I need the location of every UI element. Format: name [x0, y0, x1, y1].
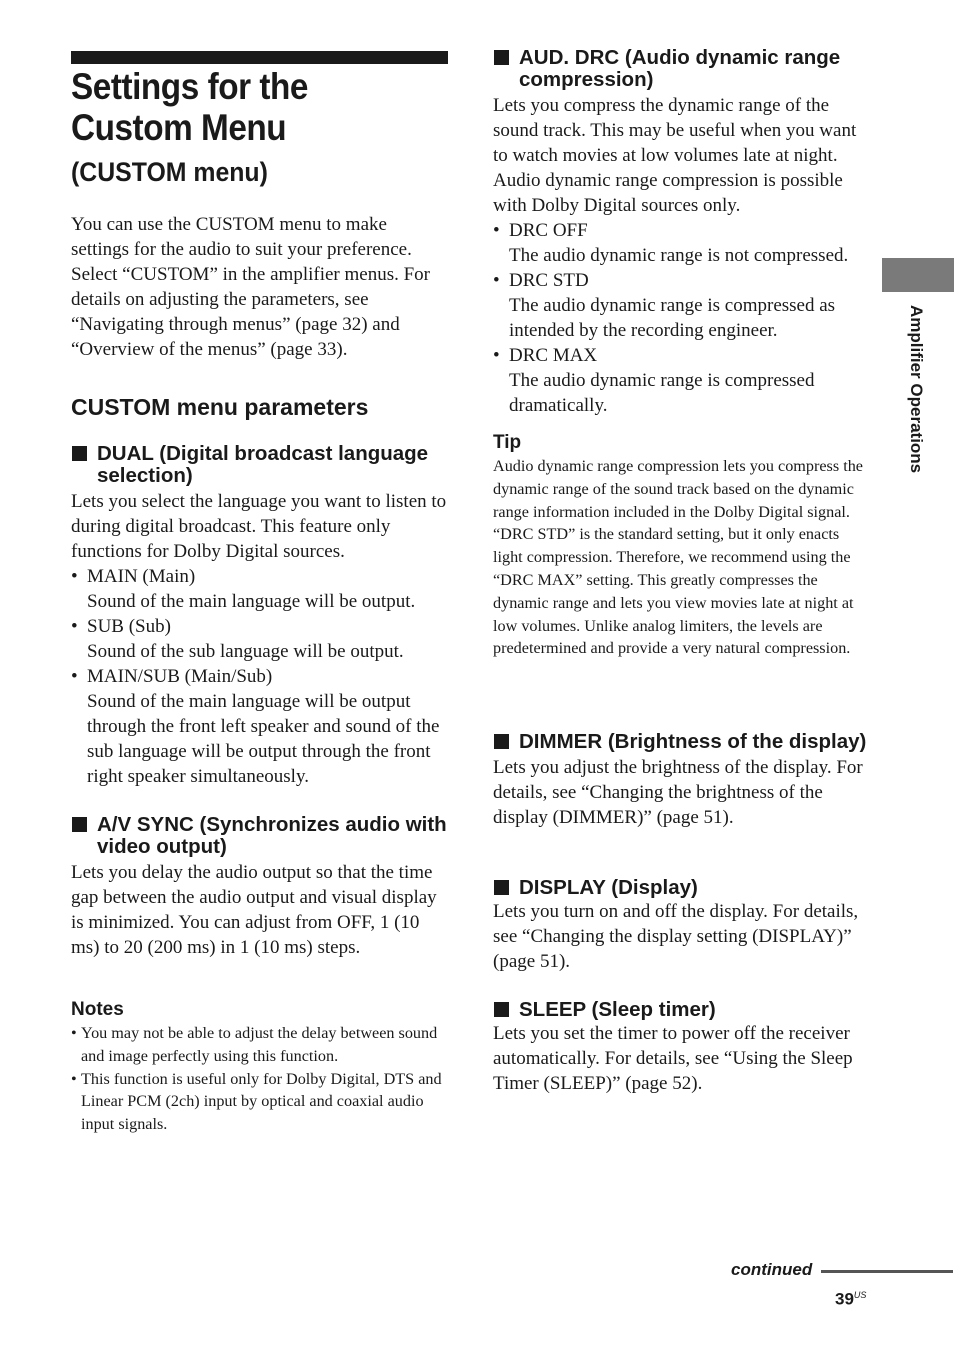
- tip-paragraph-1: Audio dynamic range compression lets you compress the dynamic range of the sound track based on the dynamic range information included in the Dolby Digital signal.: [493, 457, 863, 521]
- square-bullet-icon: [72, 446, 87, 461]
- dual-body: Lets you select the language you want to listen to during digital broadcast. This feature only functions for Dolby Digital sources.: [71, 491, 447, 562]
- dimmer-heading-text: DIMMER (Brightness of the display): [519, 730, 867, 753]
- dimmer-body: Lets you adjust the brightness of the display. For details, see “Changing the brightness of the display (DIMMER)” (page 51).: [493, 757, 863, 828]
- sleep-heading: [493, 999, 871, 1021]
- drc-heading: [493, 47, 875, 91]
- tip-section: [493, 432, 871, 660]
- tip-paragraph-2: “DRC STD” is the standard setting, but it only enacts light compression. Therefore, we recommend using the “DRC MAX” setting. This greatly compresses the dynamic range and lets you view movies late at night at low volumes. Unlike analog limiters, the levels are predetermined and provide a very natural compression.: [493, 525, 854, 658]
- bullet-icon: •: [493, 220, 500, 241]
- page-region-suffix: US: [853, 1290, 867, 1300]
- sleep-body: Lets you set the timer to power off the receiver automatically. For details, see “Using the Sleep Timer (SLEEP)” (page 52).: [493, 1023, 853, 1094]
- bullet-icon: •: [71, 566, 78, 587]
- intro-paragraph: You can use the CUSTOM menu to make settings for the audio to suit your preference. Select “CUSTOM” in the amplifier menus. For details on adjusting the parameters, see “Navigating through menus” (page 32) and “Overview of the menus” (page 33).: [71, 214, 431, 360]
- bullet-icon: •: [71, 1069, 77, 1088]
- square-bullet-icon: [494, 1002, 509, 1017]
- display-heading-text: DISPLAY (Display): [519, 876, 698, 899]
- bullet-icon: •: [493, 345, 500, 366]
- page-title: Settings for the Custom Menu: [71, 66, 309, 148]
- square-bullet-icon: [494, 880, 509, 895]
- sleep-section: [493, 999, 871, 1096]
- avsync-heading: [71, 814, 449, 858]
- list-item: • You may not be able to adjust the delay between sound and image perfectly using this function.: [71, 1024, 438, 1065]
- display-section: [493, 877, 871, 974]
- drc-section: [493, 47, 875, 418]
- bullet-icon: •: [71, 666, 78, 687]
- list-item: • MAIN (Main) Sound of the main language will be output.: [71, 566, 416, 612]
- square-bullet-icon: [494, 734, 509, 749]
- continued-rule: [821, 1270, 953, 1273]
- list-item: • MAIN/SUB (Main/Sub) Sound of the main language will be output through the front left speaker and sound of the sub language will be output through the front right speaker simultaneously.: [71, 666, 440, 787]
- square-bullet-icon: [72, 817, 87, 832]
- avsync-body: Lets you delay the audio output so that the time gap between the audio output and visual display is minimized. You can adjust from OFF, 1 (10 ms) to 20 (200 ms) in 1 (10 ms) steps.: [71, 862, 437, 958]
- chapter-tab: [882, 258, 954, 292]
- notes-heading: Notes: [71, 999, 124, 1020]
- tip-heading: Tip: [493, 432, 522, 453]
- display-body: Lets you turn on and off the display. For details, see “Changing the display setting (DISPLAY)” (page 51).: [493, 901, 859, 972]
- bullet-icon: •: [71, 1024, 77, 1042]
- square-bullet-icon: [494, 50, 509, 65]
- bullet-icon: •: [71, 616, 78, 637]
- list-item: • DRC STD The audio dynamic range is compressed as intended by the recording engineer.: [493, 270, 836, 341]
- dual-options: [71, 564, 449, 789]
- drc-heading-text: AUD. DRC (Audio dynamic range compression): [519, 46, 841, 91]
- continued-label: continued: [731, 1260, 813, 1279]
- section-heading: CUSTOM menu parameters: [71, 394, 369, 420]
- dual-heading: [71, 443, 449, 487]
- page-number: [835, 1284, 866, 1311]
- avsync-section: [71, 814, 449, 960]
- notes-list: [71, 1022, 449, 1136]
- drc-body: Lets you compress the dynamic range of the sound track. This may be useful when you want to watch movies at low volumes late at night. Audio dynamic range compression is possible with Dolby Digital sources only.: [493, 95, 857, 216]
- list-item: • This function is useful only for Dolby Digital, DTS and Linear PCM (2ch) input by optical and coaxial audio input signals.: [71, 1069, 442, 1134]
- dual-section: [71, 443, 449, 789]
- page-subtitle: (CUSTOM menu): [71, 157, 268, 187]
- dimmer-heading: [493, 731, 871, 753]
- page-number-value: 39: [835, 1289, 854, 1309]
- dual-heading-text: DUAL (Digital broadcast language selection): [97, 442, 429, 487]
- display-heading: [493, 877, 871, 899]
- title-rule: [71, 51, 448, 64]
- bullet-icon: •: [493, 270, 500, 291]
- avsync-heading-text: A/V SYNC (Synchronizes audio with video output): [97, 813, 447, 858]
- notes-section: [71, 999, 449, 1136]
- list-item: • DRC OFF The audio dynamic range is not compressed.: [493, 220, 849, 266]
- sleep-heading-text: SLEEP (Sleep timer): [519, 998, 716, 1021]
- chapter-label: Amplifier Operations: [907, 305, 926, 474]
- list-item: • SUB (Sub) Sound of the sub language will be output.: [71, 616, 404, 662]
- list-item: • DRC MAX The audio dynamic range is compressed dramatically.: [493, 345, 815, 416]
- drc-options: [493, 218, 875, 418]
- dimmer-section: [493, 731, 871, 830]
